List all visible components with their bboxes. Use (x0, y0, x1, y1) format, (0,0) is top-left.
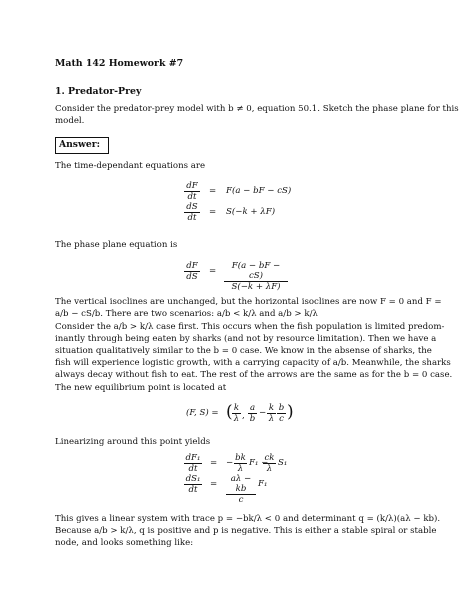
eq2-dF-dS: $\frac{dF}{dS}$ (184, 261, 200, 282)
eq4-dF1-dt: $\frac{\text{dF₁}}{dt}$ (185, 453, 201, 474)
eq1-rhs-1: F(a − bF − cS) (226, 186, 292, 196)
eq4-alambda-kb-over-c: $\frac{a\lambda - kb}{c}$ (226, 474, 256, 505)
paragraph-time-dependent: The time-dependant equations are (55, 161, 206, 171)
conclusion-line-3: node, and looks something like: (55, 538, 194, 548)
paragraph-phase-plane: The phase plane equation is (55, 240, 178, 250)
eq4-bk-over-lambda: $\frac{bk}{\lambda}$ (235, 453, 246, 474)
answer-box (55, 137, 109, 154)
case-line-2: inantly through being eaten by sharks (and not by resource limitation). Then we have a (55, 334, 437, 344)
conclusion-line-1: This gives a linear system with trace p = −bk/λ < 0 and determinant q = (k/λ)(aλ − kb). (55, 514, 441, 524)
eq4-dS1-dt: $\frac{\text{dS₁}}{dt}$ (185, 474, 201, 495)
eq3-lhs: (F, S) = (186, 408, 219, 418)
eq1-equals-2: = (209, 207, 217, 217)
eq3-k-over-lambda-2: $\frac{k}{\lambda}$ (268, 403, 275, 424)
prompt-line-1: Consider the predator-prey model with b ≠ 0, equation 50.1. Sketch the phase plane for this (55, 104, 459, 114)
case-line-1: Consider the a/b > k/λ case first. This occurs when the fish population is limited predom- (55, 322, 445, 332)
eq1-equals-1: = (209, 186, 217, 196)
eq3-paren-right: ) (287, 402, 294, 422)
eq4-F1-term-2: F₁ (258, 479, 268, 489)
eq1-dS-dt: $\frac{dS}{dt}$ (184, 202, 200, 223)
eq4-equals-2: = (210, 479, 218, 489)
eq3-comma: , (242, 411, 245, 421)
page-title: Math 142 Homework #7 (55, 58, 184, 69)
case-line-3: situation qualitatively similar to the b = 0 case. We know in the absense of sharks, the (55, 346, 432, 356)
eq4-equals-1: = (210, 458, 218, 468)
case-line-5: always decay without fish to eat. The rest of the arrows are the same as for the b = 0 case. (55, 370, 453, 380)
eq1-rhs-2: S(−k + λF) (226, 207, 276, 217)
eq3-minus: − (259, 408, 267, 418)
eq3-paren-left: ( (226, 402, 233, 422)
eq3-k-over-lambda: $\frac{k}{\lambda}$ (233, 403, 240, 424)
eq3-b-over-c: $\frac{b}{c}$ (278, 403, 285, 424)
case-line-6: The new equilibrium point is located at (55, 383, 227, 393)
eq4-S1-term: S₁ (278, 458, 288, 468)
eq1-dF-dt: $\frac{dF}{dt}$ (184, 181, 200, 202)
answer-label: Answer: (59, 139, 100, 150)
conclusion-line-2: Because a/b > k/λ, q is positive and p is negative. This is either a stable spiral or stable (55, 526, 437, 536)
eq2-equals: = (209, 266, 217, 276)
isoclines-line-2: a/b − cS/b. There are two scenarios: a/b < k/λ and a/b > k/λ (55, 309, 318, 319)
paragraph-linearizing: Linearizing around this point yields (55, 437, 211, 447)
eq4-ck-over-lambda: $\frac{ck}{\lambda}$ (264, 453, 275, 474)
section-heading: 1. Predator-Prey (55, 86, 142, 97)
isoclines-line-1: The vertical isoclines are unchanged, but the horizontal isoclines are now F = 0 and F = (55, 297, 442, 307)
case-line-4: fish will experience logistic growth, with a carrying capacity of a/b. Meanwhile, the sharks (55, 358, 451, 368)
eq4-minus: − (226, 458, 234, 468)
eq3-a-over-b: $\frac{a}{b}$ (249, 403, 256, 424)
prompt-line-2: model. (55, 116, 85, 126)
eq4-F1-term: F₁ − (249, 458, 269, 468)
eq2-rhs-fraction: $\frac{F(a - bF - cS)}{S(-k + \lambda F)}$ (224, 261, 288, 292)
